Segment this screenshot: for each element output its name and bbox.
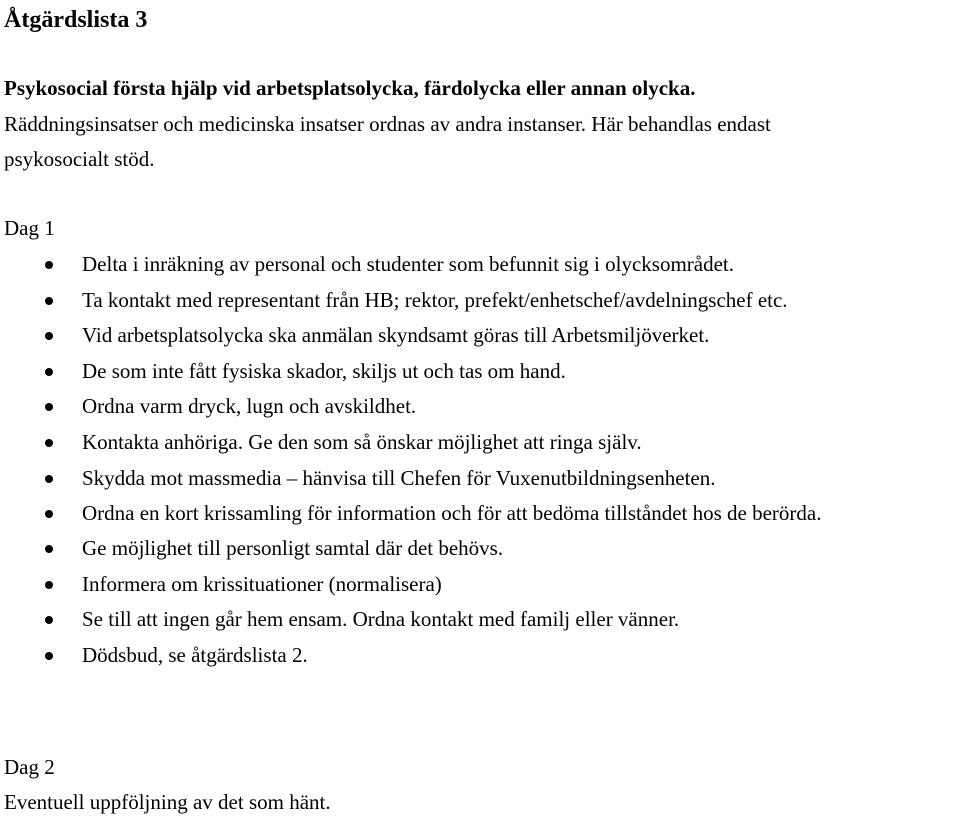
document-title: Åtgärdslista 3 bbox=[4, 7, 148, 33]
list-item bbox=[0, 496, 862, 531]
list-item-text: Ta kontakt med representant från HB; rektor, prefekt/enhetschef/avdelningschef etc. bbox=[82, 287, 788, 312]
list-item bbox=[0, 389, 960, 425]
list-item-text: Skydda mot massmedia – hänvisa till Chefen för Vuxenutbildningsenheten. bbox=[82, 465, 716, 490]
intro-text-line-1: Räddningsinsatser och medicinska insatser ordnas av andra instanser. Här behandlas endast bbox=[4, 112, 771, 136]
list-item-text: Ordna varm dryck, lugn och avskildhet. bbox=[82, 394, 417, 419]
bullet-icon bbox=[45, 368, 53, 376]
list-item-text: Delta i inräkning av personal och studenter som befunnit sig i olycksområdet. bbox=[82, 252, 735, 276]
list-item bbox=[0, 354, 960, 390]
list-item bbox=[0, 531, 960, 567]
bullet-icon bbox=[45, 332, 53, 340]
bullet-icon bbox=[45, 403, 53, 411]
day1-action-list bbox=[0, 247, 960, 674]
list-item-text: De som inte fått fysiska skador, skiljs ut och tas om hand. bbox=[82, 358, 566, 383]
list-item-text: Se till att ingen går hem ensam. Ordna kontakt med familj eller vänner. bbox=[82, 607, 680, 632]
list-item bbox=[0, 461, 960, 497]
bullet-icon bbox=[45, 581, 53, 589]
list-item bbox=[0, 318, 960, 354]
list-item-text: Ge möjlighet till personligt samtal där det behövs. bbox=[82, 536, 504, 561]
list-item bbox=[0, 283, 960, 319]
list-item-text: Informera om krissituationer (normalisera) bbox=[82, 571, 442, 596]
bullet-icon bbox=[45, 297, 53, 305]
day2-text: Eventuell uppföljning av det som hänt. bbox=[4, 790, 331, 814]
list-item bbox=[0, 567, 960, 603]
intro-text-line-2: psykosocialt stöd. bbox=[4, 147, 155, 171]
list-item-text: Vid arbetsplatsolycka ska anmälan skyndsamt göras till Arbetsmiljöverket. bbox=[82, 323, 710, 348]
bullet-icon bbox=[45, 510, 53, 518]
list-item-text: Dödsbud, se åtgärdslista 2. bbox=[82, 642, 308, 667]
list-item bbox=[0, 425, 960, 461]
list-item-text: Ordna en kort krissamling för information och för att bedöma tillståndet hos de berörda. bbox=[82, 501, 822, 526]
list-item-text: Kontakta anhöriga. Ge den som så önskar möjlighet att ringa själv. bbox=[82, 429, 642, 454]
section-heading: Psykosocial första hjälp vid arbetsplatsolycka, färdolycka eller annan olycka. bbox=[4, 76, 696, 100]
bullet-icon bbox=[45, 652, 53, 660]
list-item bbox=[0, 602, 960, 638]
bullet-icon bbox=[45, 545, 53, 553]
list-item bbox=[0, 247, 960, 283]
bullet-icon bbox=[45, 616, 53, 624]
bullet-icon bbox=[45, 439, 53, 447]
list-item bbox=[0, 638, 960, 674]
day2-label: Dag 2 bbox=[4, 755, 55, 779]
day1-label: Dag 1 bbox=[4, 216, 55, 240]
bullet-icon bbox=[45, 475, 53, 483]
bullet-icon bbox=[45, 261, 53, 269]
